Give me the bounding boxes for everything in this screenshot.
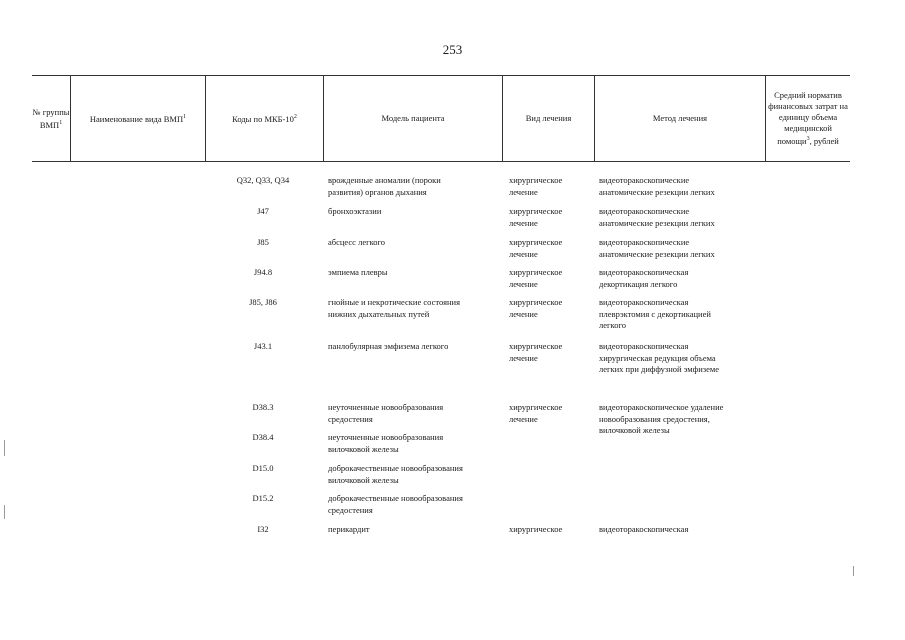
row-code: Q32, Q33, Q34 (236, 175, 290, 185)
row-model: врожденные аномалии (пороки развития) органов дыхания (328, 175, 441, 197)
row-model: абсцесс легкого (328, 237, 386, 247)
row-model: доброкачественные новообразования вилочковой железы (328, 463, 463, 485)
header-avg-cost: Средний норматив финансовых затрат на единицу объема медицинской помощи$^3$, рублей (768, 90, 848, 146)
scan-mark (853, 566, 854, 576)
row-kind: хирургическое лечение (509, 175, 563, 197)
row-method: видеоторакоскопические анатомические резекции легких (599, 175, 715, 197)
row-code: D15.2 (252, 493, 274, 503)
row-model: доброкачественные новообразования средостения (328, 493, 463, 515)
header-vmp-name: Наименование вида ВМП$^1$ (89, 113, 187, 124)
row-model: перикардит (328, 524, 370, 534)
header-patient-model: Модель пациента (381, 113, 445, 123)
row-method: видеоторакоскопические анатомические резекции легких (599, 206, 715, 228)
scan-mark (4, 505, 5, 519)
row-code: D38.4 (252, 432, 274, 442)
row-kind: хирургическое лечение (509, 341, 563, 363)
row-kind: хирургическое (509, 524, 563, 534)
row-code: J85, J86 (249, 297, 277, 307)
row-model: неуточненные новообразования средостения (328, 402, 444, 424)
row-method: видеоторакоскопическая хирургическая редукция объема легких при диффузной эмфиземе (599, 341, 720, 374)
row-kind: хирургическое лечение (509, 237, 563, 259)
row-kind: хирургическое лечение (509, 267, 563, 289)
row-method: видеоторакоскопические анатомические резекции легких (599, 237, 715, 259)
header-bottom-rule (32, 161, 850, 162)
row-method: видеоторакоскопическое удаление новообразования средостения, вилочковой железы (599, 402, 724, 435)
header-group-no: № группы ВМП$^1$ (32, 106, 70, 130)
header-icd-codes: Коды по МКБ-$10^2$ (232, 113, 297, 124)
row-model: эмпиема плевры (328, 267, 388, 277)
page-number: 253 (442, 42, 463, 57)
header-treatment-method: Метод лечения (652, 113, 708, 123)
header-treatment-type: Вид лечения (525, 113, 572, 123)
row-code: I32 (257, 524, 269, 534)
scan-mark (4, 440, 5, 456)
row-kind: хирургическое лечение (509, 402, 563, 424)
row-model: бронхоэктазии (328, 206, 382, 216)
row-code: J47 (257, 206, 269, 216)
row-code: J94.8 (253, 267, 273, 277)
row-kind: хирургическое лечение (509, 206, 563, 228)
row-method: видеоторакоскопическая декортикация легкого (599, 267, 689, 289)
row-model: гнойные и некротические состояния нижних дыхательных путей (328, 297, 460, 319)
row-code: D38.3 (252, 402, 274, 412)
row-code: J85 (257, 237, 269, 247)
row-model: панлобулярная эмфизема легкого (328, 341, 449, 351)
row-method: видеоторакоскопическая (599, 524, 689, 534)
row-code: J43.1 (253, 341, 273, 351)
row-code: D15.0 (252, 463, 274, 473)
row-method: видеоторакоскопическая плеврэктомия с декортикацией легкого (599, 297, 711, 330)
row-kind: хирургическое лечение (509, 297, 563, 319)
row-model: неуточненные новообразования вилочковой железы (328, 432, 444, 454)
